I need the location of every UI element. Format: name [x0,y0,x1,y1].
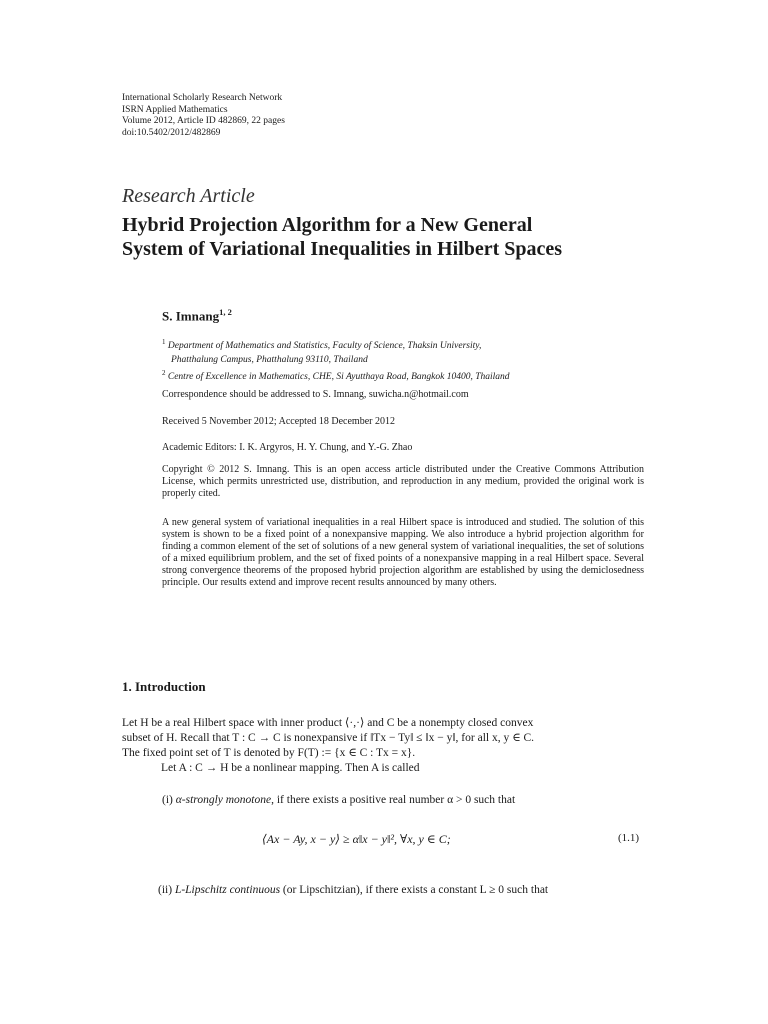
section-heading: 1. Introduction [122,679,206,694]
affiliation-1-number: 1 [162,338,166,346]
affiliation-2-line-1: Centre of Excellence in Mathematics, CHE, Si Ayutthaya Road, Bangkok 10400, Thailand [165,372,510,383]
affiliation-1 [162,336,722,354]
affiliation-1-line-1: Department of Mathematics and Statistics, Faculty of Science, Thaksin University, [165,341,482,352]
journal-name: ISRN Applied Mathematics [122,104,228,115]
item-2-number: (ii) [158,884,175,896]
intro-line-2: subset of H. Recall that T : C → C is nonexpansive if ‖Tx − Ty‖ ≤ ‖x − y‖, for all x, y ∈ C. [122,732,535,744]
equation-1-1: ⟨Ax − Ay, x − y⟩ ≥ α‖x − y‖², ∀x, y ∈ C; [262,832,451,846]
affiliation-2 [162,367,722,385]
journal-doi: doi:10.5402/2012/482869 [122,127,221,138]
equation-number: (1.1) [618,832,640,844]
author-affiliation-marks: 1, 2 [219,307,232,317]
definition-item-1 [162,794,515,806]
journal-volume: Volume 2012, Article ID 482869, 22 pages [122,116,285,126]
intro-paragraph [122,716,644,776]
item-1-text: , if there exists a positive real number α > 0 such that [271,794,516,806]
copyright-notice: Copyright © 2012 S. Imnang. This is an open access article distributed under the Creative Commons Attribution License, which permits unrestricted use, distribution, and reproduction in any medium, provided the original work is properly cited. [162,464,644,499]
item-2-term: L-Lipschitz continuous [174,884,281,896]
intro-line-4: Let A : C → H be a nonlinear mapping. Then A is called [161,762,420,774]
affiliation-2-number: 2 [162,369,166,378]
received-dates: Received 5 November 2012; Accepted 18 December 2012 [162,416,395,427]
author-name: S. Imnang [162,308,220,324]
intro-line-1: Let H be a real Hilbert space with inner product ⟨·,·⟩ and C be a nonempty closed convex [122,717,534,729]
article-type: Research Article [122,185,255,207]
affiliations [162,336,722,385]
academic-editors: Academic Editors: I. K. Argyros, H. Y. Chung, and Y.-G. Zhao [162,442,413,453]
affiliation-1-line-2: Phatthalung Campus, Phatthalung 93110, Thailand [171,354,368,365]
journal-network: International Scholarly Research Network [122,93,283,103]
paper-title [122,213,722,261]
definition-item-2 [158,884,548,896]
author [162,307,232,324]
abstract: A new general system of variational inequalities in a real Hilbert space is introduced and studied. The solution of this system is shown to be a fixed point of a nonexpansive mapping. We also introduce a hybrid projection algorithm for finding a common element of the set of solutions of a new general system of variational inequalities, the set of solutions of a mixed equilibrium problem, and the set of fixed points of a nonexpansive mapping in a real Hilbert space. Several strong convergence theorems of the proposed hybrid projection algorithm are established by using the demiclosedness principle. Our results extend and improve recent results announced by many others. [162,517,644,588]
item-1-term: α-strongly monotone [175,794,272,806]
title-line-1: Hybrid Projection Algorithm for a New General [122,214,533,236]
correspondence: Correspondence should be addressed to S. Imnang, suwicha.n@hotmail.com [162,389,469,400]
journal-header [122,93,285,139]
title-line-2: System of Variational Inequalities in Hilbert Spaces [122,238,563,260]
item-2-text: (or Lipschitzian), if there exists a constant L ≥ 0 such that [280,884,549,896]
item-1-number: (i) [162,794,176,806]
intro-line-3: The fixed point set of T is denoted by F(T) := {x ∈ C : Tx = x}. [122,747,416,759]
